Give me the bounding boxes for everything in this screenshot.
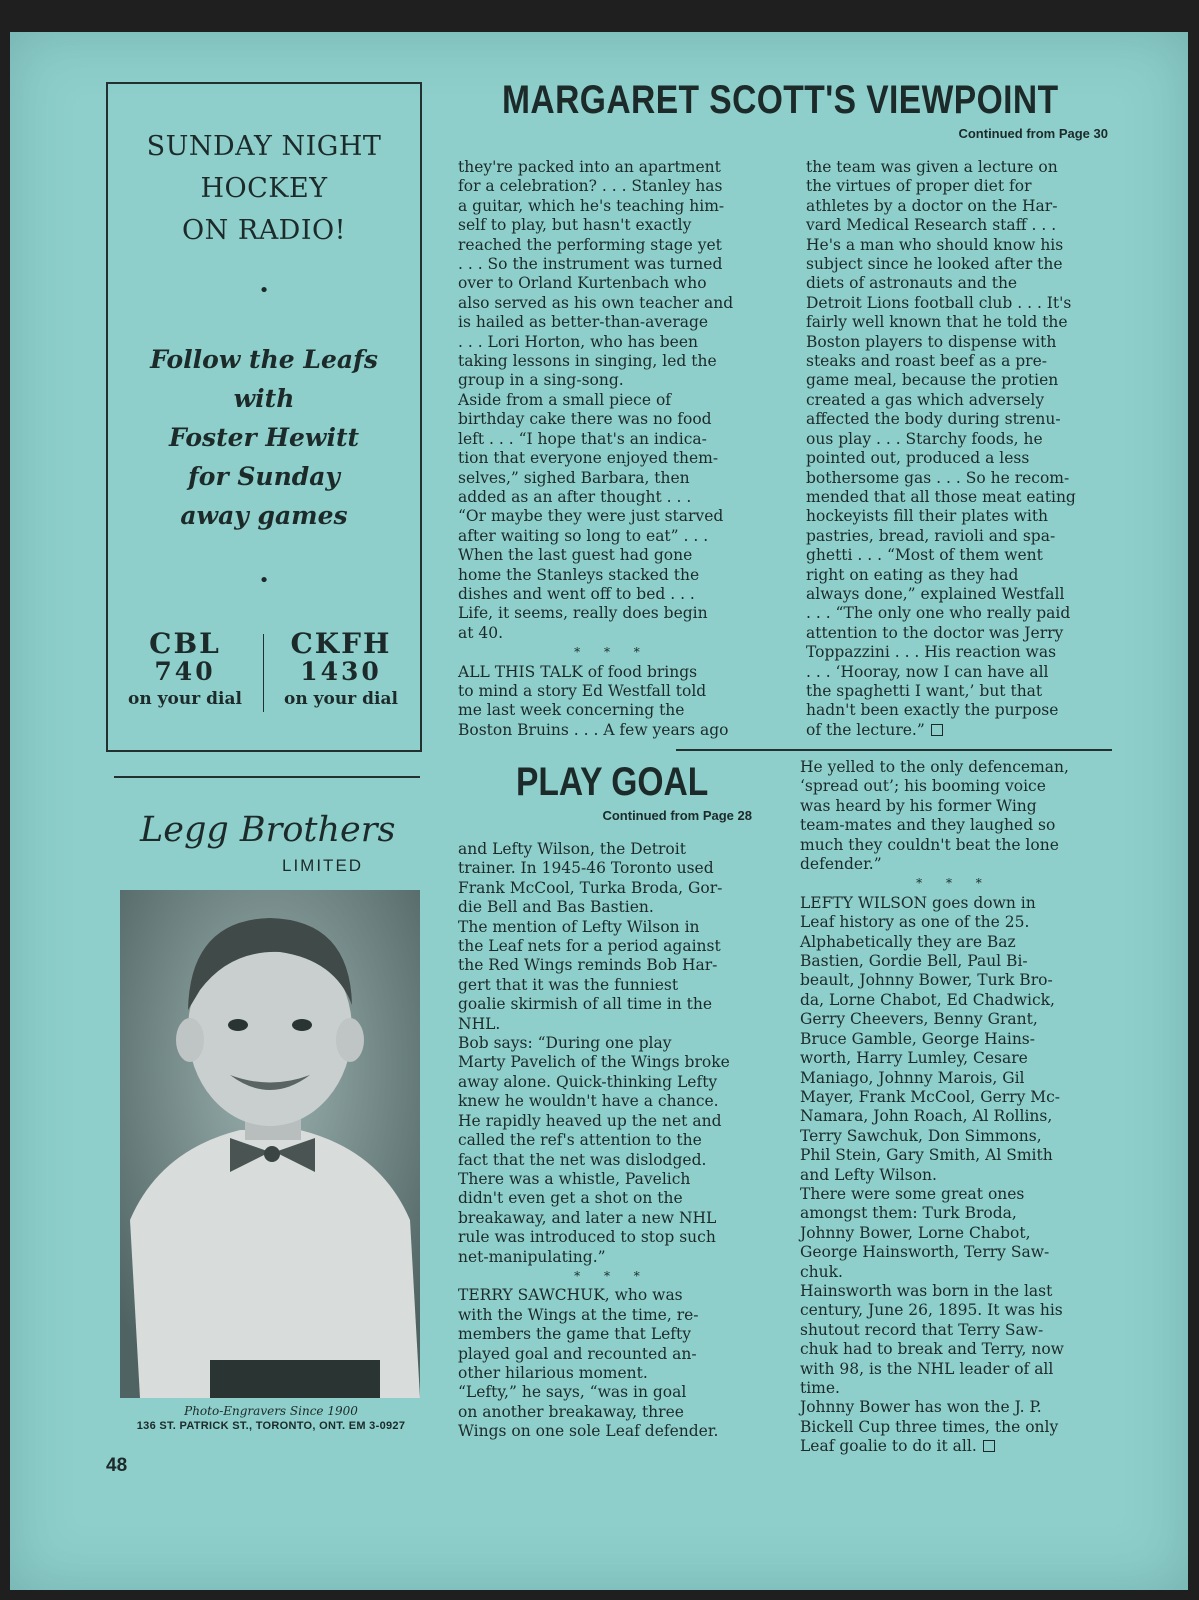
text-line: beault, Johnny Bower, Turk Bro- — [800, 971, 1053, 990]
text-line: knew he wouldn't have a chance. — [458, 1092, 719, 1111]
text-line: fact that the net was dislodged. — [458, 1150, 707, 1169]
station-dial: on your dial — [128, 689, 242, 709]
text-line: There was a whistle, Pavelich — [458, 1169, 691, 1188]
text-line: Gerry Cheevers, Benny Grant, — [800, 1010, 1038, 1029]
text-line: for a celebration? . . . Stanley has — [458, 177, 723, 196]
text-line: and Lefty Wilson. — [800, 1165, 937, 1184]
text-line: game meal, because the protien — [806, 371, 1059, 390]
text-line: Alphabetically they are Baz — [800, 932, 1016, 951]
tagline-line: with — [233, 384, 295, 413]
text-line: the team was given a lecture on — [806, 158, 1058, 176]
text-line: on another breakaway, three — [458, 1402, 684, 1421]
text-line: right on eating as they had — [806, 565, 1019, 584]
radio-ad-tagline — [108, 340, 420, 535]
text-line: chuk. — [800, 1262, 843, 1281]
text-line: birthday cake there was no food — [458, 410, 712, 429]
text-line: Frank McCool, Turka Broda, Gor- — [458, 878, 723, 897]
text-line: members the game that Lefty — [458, 1325, 692, 1344]
text-line: trainer. In 1945-46 Toronto used — [458, 859, 714, 878]
tagline-line: for Sunday — [188, 462, 340, 491]
text-line: group in a sing-song. — [458, 371, 624, 390]
text-line: He rapidly heaved up the net and — [458, 1111, 722, 1130]
text-line: ‘spread out’; his booming voice — [800, 777, 1046, 796]
text-line: Bickell Cup three times, the only — [800, 1417, 1059, 1436]
text-line: “Or maybe they were just starved — [458, 507, 724, 526]
text-line: He yelled to the only defenceman, — [800, 758, 1069, 776]
article-title-play-goal: PLAY GOAL — [516, 760, 709, 804]
text-line: Bob says: “During one play — [458, 1034, 672, 1053]
text-line: me last week concerning the — [458, 701, 685, 720]
continued-from-note: Continued from Page 28 — [602, 808, 752, 823]
bullet-dot: • — [258, 570, 270, 591]
station-ckfh — [266, 627, 416, 712]
section-break: * * * — [916, 876, 992, 891]
tagline-line: Foster Hewitt — [168, 423, 360, 452]
portrait-illustration — [120, 890, 420, 1398]
text-line: century, June 26, 1895. It was his — [800, 1301, 1063, 1320]
text-line: over to Orland Kurtenbach who — [458, 274, 707, 293]
section-break: * * * — [574, 645, 650, 660]
station-frequency: 1430 — [300, 657, 382, 686]
text-line: steaks and roast beef as a pre- — [806, 352, 1047, 371]
text-line: the virtues of proper diet for — [806, 177, 1032, 196]
text-line: amongst them: Turk Broda, — [800, 1204, 1017, 1223]
headline-line: HOCKEY — [200, 173, 328, 204]
bullet-dot: • — [258, 280, 270, 301]
text-line: Phil Stein, Gary Smith, Al Smith — [800, 1146, 1053, 1165]
text-line: Bastien, Gordie Bell, Paul Bi- — [800, 952, 1028, 971]
text-line: LEFTY WILSON goes down in — [800, 893, 1036, 912]
ad-divider-rule — [114, 776, 420, 778]
text-line: Hainsworth was born in the last — [800, 1281, 1053, 1300]
text-line: added as an after thought . . . — [458, 487, 692, 506]
play-goal-column-2 — [800, 758, 1108, 1457]
text-line: Detroit Lions football club . . . It's — [806, 293, 1072, 312]
text-line: away alone. Quick-thinking Lefty — [458, 1072, 718, 1091]
text-line: after waiting so long to eat” . . . — [458, 526, 709, 545]
text-line: . . . “The only one who really paid — [806, 604, 1071, 623]
end-mark-icon — [983, 1440, 995, 1452]
text-line: also served as his own teacher and — [458, 293, 734, 312]
text-line: NHL. — [458, 1014, 501, 1033]
text-line: dishes and went off to bed . . . — [458, 584, 695, 603]
text-line: was heard by his former Wing — [800, 796, 1037, 815]
text-line: George Hainsworth, Terry Saw- — [800, 1243, 1050, 1262]
text-line: pointed out, produced a less — [806, 449, 1030, 468]
text-line: . . . So the instrument was turned — [458, 255, 723, 274]
text-line: Johnny Bower, Lorne Chabot, — [800, 1223, 1031, 1242]
text-line: they're packed into an apartment — [458, 158, 721, 176]
text-line: at 40. — [458, 623, 504, 642]
text-line: much they couldn't beat the lone — [800, 835, 1059, 854]
text-line: vard Medical Research staff . . . — [806, 216, 1057, 235]
text-line: ghetti . . . “Most of them went — [806, 546, 1043, 565]
text-line: Boston players to dispense with — [806, 332, 1057, 351]
text-line: created a gas which adversely — [806, 390, 1045, 409]
text-line: The mention of Lefty Wilson in — [458, 917, 700, 936]
text-line: fairly well known that he told the — [806, 313, 1068, 332]
page-number: 48 — [106, 1455, 128, 1476]
text-line: Maniago, Johnny Marois, Gil — [800, 1068, 1025, 1087]
station-frequency: 740 — [154, 657, 216, 686]
text-line: taking lessons in singing, led the — [458, 352, 717, 371]
headline-line: SUNDAY NIGHT — [146, 131, 382, 162]
text-line: defender.” — [800, 855, 882, 874]
text-line: goalie skirmish of all time in the — [458, 995, 713, 1014]
viewpoint-column-2 — [806, 158, 1076, 740]
text-line: “Lefty,” he says, “was in goal — [458, 1383, 687, 1402]
radio-ad-headline — [108, 126, 420, 252]
text-line: Life, it seems, really does begin — [458, 604, 708, 623]
text-line: die Bell and Bas Bastien. — [458, 898, 654, 917]
text-line: Leaf goalie to do it all. — [800, 1437, 1108, 1456]
text-line: Leaf history as one of the 25. — [800, 913, 1030, 932]
text-line: played goal and recounted an- — [458, 1344, 697, 1363]
text-line: Terry Sawchuk, Don Simmons, — [800, 1126, 1042, 1145]
text-line: bothersome gas . . . So he recom- — [806, 468, 1070, 487]
text-line: subject since he looked after the — [806, 255, 1063, 274]
text-line: Boston Bruins . . . A few years ago — [458, 720, 729, 739]
legg-address: 136 ST. PATRICK ST., TORONTO, ONT. EM 3-0927 — [136, 1420, 406, 1432]
legg-limited: LIMITED — [282, 856, 364, 875]
text-line: self to play, but hasn't exactly — [458, 216, 692, 235]
text-line: pastries, bread, ravioli and spa- — [806, 526, 1056, 545]
text-line: called the ref's attention to the — [458, 1131, 702, 1150]
text-line: chuk had to break and Terry, now — [800, 1340, 1064, 1359]
text-line: and Lefty Wilson, the Detroit — [458, 840, 686, 858]
text-line: worth, Harry Lumley, Cesare — [800, 1049, 1028, 1068]
text-line: the Red Wings reminds Bob Har- — [458, 956, 718, 975]
station-divider — [263, 634, 264, 712]
text-line: with 98, is the NHL leader of all — [800, 1359, 1054, 1378]
text-line: always done,” explained Westfall — [806, 584, 1065, 603]
text-line: athletes by a doctor on the Har- — [806, 196, 1058, 215]
text-line: Namara, John Roach, Al Rollins, — [800, 1107, 1053, 1126]
text-line: hadn't been exactly the purpose — [806, 701, 1059, 720]
text-line: gert that it was the funniest — [458, 975, 679, 994]
text-line: home the Stanleys stacked the — [458, 565, 700, 584]
text-line: When the last guest had gone — [458, 546, 693, 565]
station-dial: on your dial — [284, 689, 398, 709]
text-line: a guitar, which he's teaching him- — [458, 196, 725, 215]
text-line: attention to the doctor was Jerry — [806, 623, 1064, 642]
text-line: rule was introduced to stop such — [458, 1228, 716, 1247]
text-line: Wings on one sole Leaf defender. — [458, 1422, 719, 1441]
text-line: mended that all those meat eating — [806, 487, 1076, 506]
text-line: breakaway, and later a new NHL — [458, 1208, 717, 1227]
text-line: . . . Lori Horton, who has been — [458, 332, 699, 351]
headline-line: ON RADIO! — [182, 215, 346, 246]
radio-ad-box — [106, 82, 422, 752]
text-line: TERRY SAWCHUK, who was — [458, 1286, 683, 1305]
play-goal-column-1 — [458, 840, 766, 1442]
text-line: da, Lorne Chabot, Ed Chadwick, — [800, 990, 1055, 1009]
continued-from-note: Continued from Page 30 — [958, 126, 1108, 141]
text-line: affected the body during strenu- — [806, 410, 1061, 429]
article-title-viewpoint: MARGARET SCOTT'S VIEWPOINT — [502, 78, 1059, 122]
section-break: * * * — [574, 1268, 650, 1283]
text-line: left . . . “I hope that's an indica- — [458, 429, 707, 448]
text-line: ous play . . . Starchy foods, he — [806, 429, 1043, 448]
legg-caption: Photo-Engravers Since 1900 — [184, 1404, 358, 1418]
viewpoint-column-1 — [458, 158, 766, 740]
text-line: time. — [800, 1379, 840, 1397]
text-line: of the lecture.” — [806, 721, 1076, 740]
tagline-line: away games — [180, 501, 348, 530]
tagline-line: Follow the Leafs — [150, 345, 378, 374]
text-line: net-manipulating.” — [458, 1247, 606, 1266]
text-line: He's a man who should know his — [806, 235, 1064, 254]
text-line: didn't even get a shot on the — [458, 1189, 683, 1208]
text-line: team-mates and they laughed so — [800, 816, 1056, 835]
text-line: is hailed as better-than-average — [458, 313, 709, 332]
text-line: Johnny Bower has won the J. P. — [800, 1398, 1042, 1417]
end-mark-icon — [931, 724, 943, 736]
text-line: Mayer, Frank McCool, Gerry Mc- — [800, 1087, 1061, 1106]
article-divider-rule — [676, 749, 1112, 751]
child-portrait-photo — [120, 890, 420, 1398]
text-line: hockeyists fill their plates with — [806, 507, 1049, 526]
text-line: ALL THIS TALK of food brings — [458, 662, 698, 681]
text-line: shutout record that Terry Saw- — [800, 1320, 1044, 1339]
station-call: CBL — [149, 627, 221, 660]
text-line: with the Wings at the time, re- — [458, 1305, 699, 1324]
text-line: diets of astronauts and the — [806, 274, 1018, 293]
text-line: Toppazzini . . . His reaction was — [806, 643, 1057, 662]
station-cbl — [110, 627, 260, 712]
text-line: Marty Pavelich of the Wings broke — [458, 1053, 730, 1072]
text-line: the Leaf nets for a period against — [458, 937, 721, 956]
text-line: Bruce Gamble, George Hains- — [800, 1029, 1035, 1048]
text-line: tion that everyone enjoyed them- — [458, 449, 719, 468]
text-line: reached the performing stage yet — [458, 235, 722, 254]
text-line: the spaghetti I want,’ but that — [806, 681, 1043, 700]
text-line: Aside from a small piece of — [458, 390, 672, 409]
text-line: other hilarious moment. — [458, 1363, 648, 1382]
station-call: CKFH — [290, 627, 392, 660]
text-line: There were some great ones — [800, 1184, 1025, 1203]
text-line: selves,” sighed Barbara, then — [458, 468, 690, 487]
text-line: . . . ‘Hooray, now I can have all — [806, 662, 1049, 681]
text-line: to mind a story Ed Westfall told — [458, 681, 707, 700]
legg-brothers-logo: Legg Brothers — [140, 810, 396, 850]
